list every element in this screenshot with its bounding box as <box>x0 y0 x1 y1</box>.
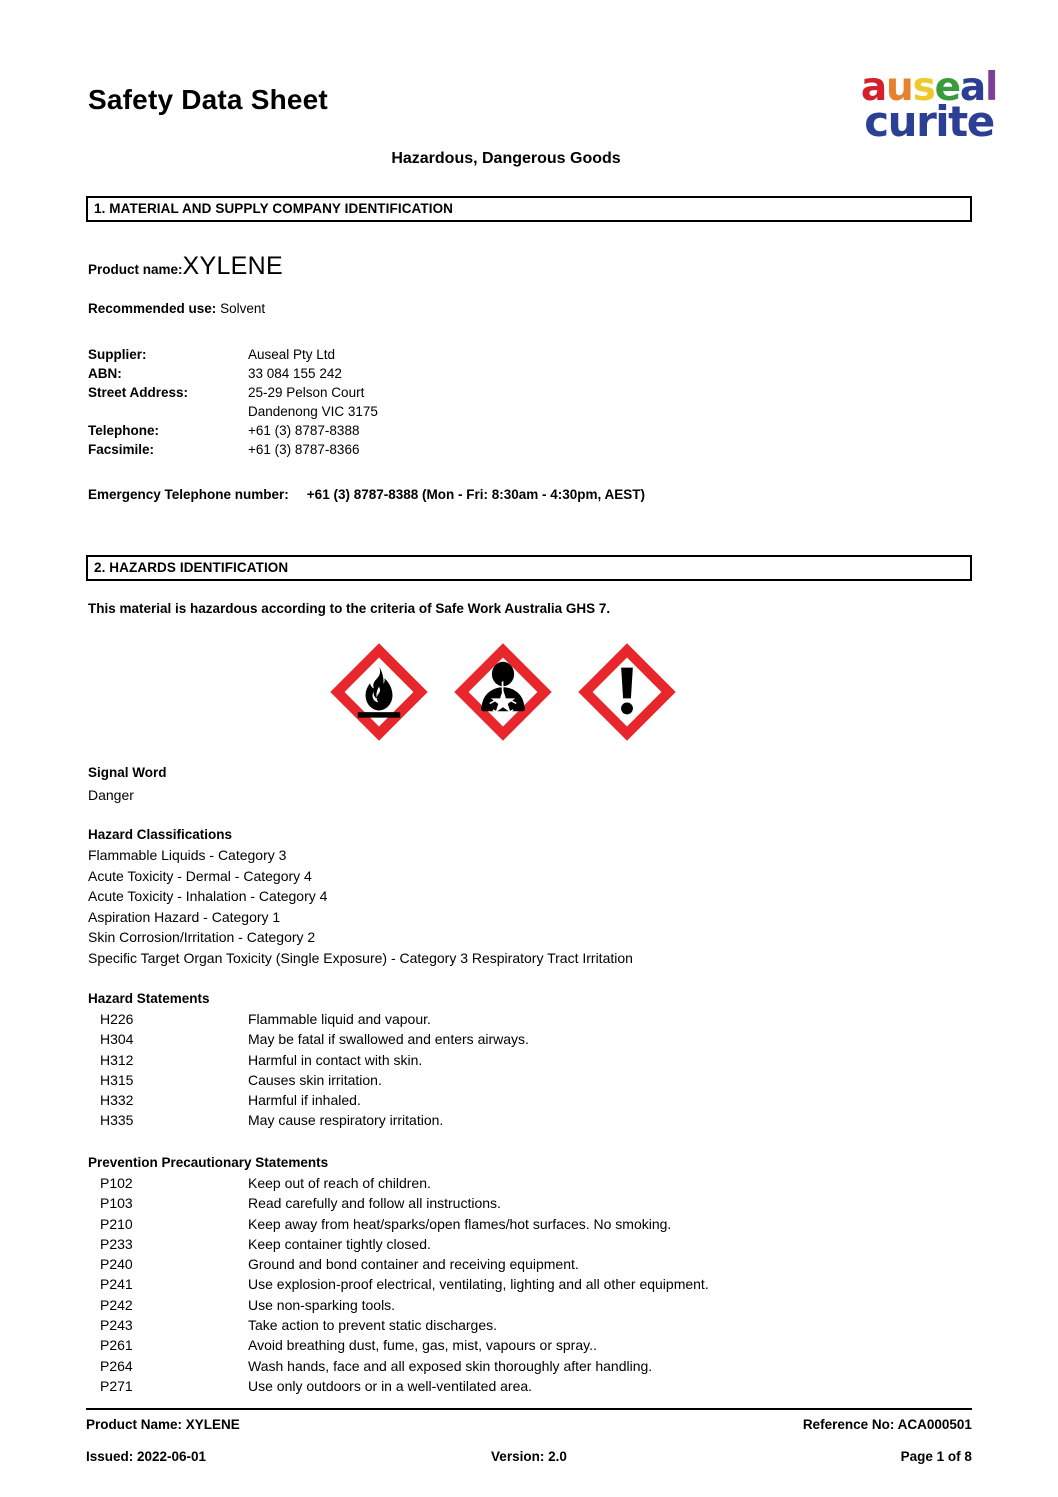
statement-row <box>100 1050 529 1070</box>
emergency-value: +61 (3) 8787-8388 (Mon - Fri: 8:30am - 4:30pm, AEST) <box>306 487 646 502</box>
statement-code: P210 <box>100 1215 133 1232</box>
statement-code: P241 <box>100 1276 133 1293</box>
footer-version: Version: 2.0 <box>491 1449 567 1464</box>
statement-code: H315 <box>100 1071 134 1088</box>
list-item: Flammable Liquids - Category 3 <box>88 847 287 863</box>
statement-row <box>100 1214 709 1234</box>
supplier-row-value: Auseal Pty Ltd <box>248 347 336 362</box>
supplier-row-key: Supplier: <box>88 347 147 362</box>
supplier-row-value: 33 084 155 242 <box>248 366 342 381</box>
statement-text: Avoid breathing dust, fume, gas, mist, vapours or spray.. <box>248 1337 597 1354</box>
section-heading-1: 1. MATERIAL AND SUPPLY COMPANY IDENTIFICATION <box>86 196 972 222</box>
statement-row <box>100 1193 709 1213</box>
section-heading-2: 2. HAZARDS IDENTIFICATION <box>86 555 972 581</box>
supplier-row <box>88 421 378 440</box>
statement-text: May be fatal if swallowed and enters airways. <box>248 1031 529 1048</box>
statement-code: P233 <box>100 1235 133 1252</box>
statement-text: Use explosion-proof electrical, ventilating, lighting and all other equipment. <box>248 1276 709 1293</box>
recommended-use-line <box>88 301 265 316</box>
page-header <box>0 0 1058 185</box>
product-name-value: XYLENE <box>182 252 283 280</box>
statement-code: P103 <box>100 1195 133 1212</box>
list-item: Skin Corrosion/Irritation - Category 2 <box>88 929 316 945</box>
statement-text: Wash hands, face and all exposed skin thoroughly after handling. <box>248 1357 653 1374</box>
statement-text: Keep out of reach of children. <box>248 1175 431 1191</box>
document-subtitle: Hazardous, Dangerous Goods <box>391 150 621 167</box>
list-item: Acute Toxicity - Dermal - Category 4 <box>88 867 312 884</box>
hazard-classifications-label: Hazard Classifications <box>88 827 233 842</box>
footer-divider <box>86 1408 972 1410</box>
supplier-row <box>88 440 378 459</box>
statement-text: Read carefully and follow all instructions. <box>248 1195 501 1212</box>
flame-pictogram <box>326 639 432 745</box>
emergency-label: Emergency Telephone number: <box>88 487 289 502</box>
page-title: Safety Data Sheet <box>88 84 328 115</box>
supplier-rows <box>88 345 378 459</box>
supplier-row <box>88 383 378 402</box>
hazard-intro-text: This material is hazardous according to the criteria of Safe Work Australia GHS 7. <box>88 601 611 616</box>
footer-page-number: Page 1 of 8 <box>900 1449 972 1464</box>
statement-row <box>100 1376 709 1396</box>
statement-text: Causes skin irritation. <box>248 1071 382 1088</box>
list-item: Aspiration Hazard - Category 1 <box>88 908 281 925</box>
supplier-row-key: Street Address: <box>88 385 189 400</box>
statement-code: P240 <box>100 1256 133 1273</box>
supplier-row-value: +61 (3) 8787-8366 <box>248 442 360 457</box>
statement-row <box>100 1110 529 1130</box>
statement-code: P243 <box>100 1317 133 1334</box>
statement-code: H332 <box>100 1092 134 1109</box>
statement-text: Use non-sparking tools. <box>248 1296 396 1313</box>
signal-word-label: Signal Word <box>88 765 167 780</box>
statement-code: H304 <box>100 1031 134 1048</box>
recommended-use-label: Recommended use: <box>88 301 217 316</box>
hazard-statements-table <box>100 1009 529 1131</box>
statement-code: P271 <box>100 1377 133 1394</box>
statement-text: Use only outdoors or in a well-ventilated area. <box>248 1377 533 1394</box>
statement-row <box>100 1070 529 1090</box>
statement-code: P261 <box>100 1337 133 1354</box>
statement-row <box>100 1029 529 1049</box>
footer-row-bottom <box>86 1449 972 1464</box>
statement-row <box>100 1274 709 1294</box>
statement-row <box>100 1295 709 1315</box>
list-item: Specific Target Organ Toxicity (Single Exposure) - Category 3 Respiratory Tract Irritation <box>88 949 633 966</box>
statement-text: Take action to prevent static discharges. <box>248 1317 498 1334</box>
statement-text: Harmful if inhaled. <box>248 1092 361 1109</box>
logo-curite: curite <box>864 96 994 146</box>
supplier-row-key <box>88 402 248 421</box>
prevention-statement-rows <box>100 1173 709 1396</box>
statement-text: Flammable liquid and vapour. <box>248 1011 431 1027</box>
statement-row <box>100 1335 709 1355</box>
supplier-row-key: Telephone: <box>88 423 160 438</box>
supplier-row-value: +61 (3) 8787-8388 <box>248 423 360 438</box>
statement-row <box>100 1254 709 1274</box>
statement-code: H335 <box>100 1112 134 1129</box>
statement-row <box>100 1173 709 1193</box>
hazard-statements-label: Hazard Statements <box>88 991 210 1006</box>
statement-code: P264 <box>100 1357 133 1374</box>
statement-code: H312 <box>100 1051 134 1068</box>
logo-auseal: auseal <box>860 65 998 110</box>
health-hazard-pictogram <box>450 639 556 745</box>
supplier-details-table <box>88 345 378 459</box>
supplier-row <box>88 364 378 383</box>
statement-text: Ground and bond container and receiving equipment. <box>248 1256 579 1273</box>
supplier-row-key: Facsimile: <box>88 442 155 457</box>
statement-text: May cause respiratory irritation. <box>248 1112 444 1129</box>
statement-text: Keep away from heat/sparks/open flames/hot surfaces. No smoking. <box>248 1215 672 1232</box>
supplier-row <box>88 345 378 364</box>
exclamation-mark-pictogram <box>574 639 680 745</box>
footer-issued-date: Issued: 2022-06-01 <box>86 1449 207 1464</box>
recommended-use-value: Solvent <box>220 301 266 316</box>
statement-row <box>100 1009 529 1029</box>
product-name-line <box>88 252 283 281</box>
statement-code: P242 <box>100 1296 133 1313</box>
hazard-statement-rows <box>100 1009 529 1131</box>
hazard-classifications-list <box>88 845 633 968</box>
supplier-row-key: ABN: <box>88 366 122 381</box>
list-item: Acute Toxicity - Inhalation - Category 4 <box>88 888 328 904</box>
emergency-telephone-line <box>88 487 645 502</box>
footer-product-name: Product Name: XYLENE <box>86 1417 240 1432</box>
statement-text: Keep container tightly closed. <box>248 1235 431 1252</box>
ghs-pictogram-row <box>326 639 680 745</box>
prevention-statements-table <box>100 1173 709 1396</box>
supplier-row-value: Dandenong VIC 3175 <box>248 404 378 419</box>
statement-code: H226 <box>100 1011 134 1027</box>
statement-row <box>100 1315 709 1335</box>
supplier-row-value: 25-29 Pelson Court <box>248 385 365 400</box>
statement-code: P102 <box>100 1175 133 1191</box>
company-logo <box>838 65 1020 146</box>
footer-row-top <box>86 1417 972 1432</box>
footer-spacer <box>381 1417 676 1432</box>
footer-reference-no: Reference No: ACA000501 <box>802 1417 972 1432</box>
statement-row <box>100 1356 709 1376</box>
signal-word-value: Danger <box>88 787 134 803</box>
statement-row <box>100 1090 529 1110</box>
prevention-statements-label: Prevention Precautionary Statements <box>88 1155 329 1170</box>
product-name-label: Product name: <box>88 262 183 277</box>
statement-row <box>100 1234 709 1254</box>
statement-text: Harmful in contact with skin. <box>248 1051 423 1068</box>
supplier-row <box>88 402 378 421</box>
